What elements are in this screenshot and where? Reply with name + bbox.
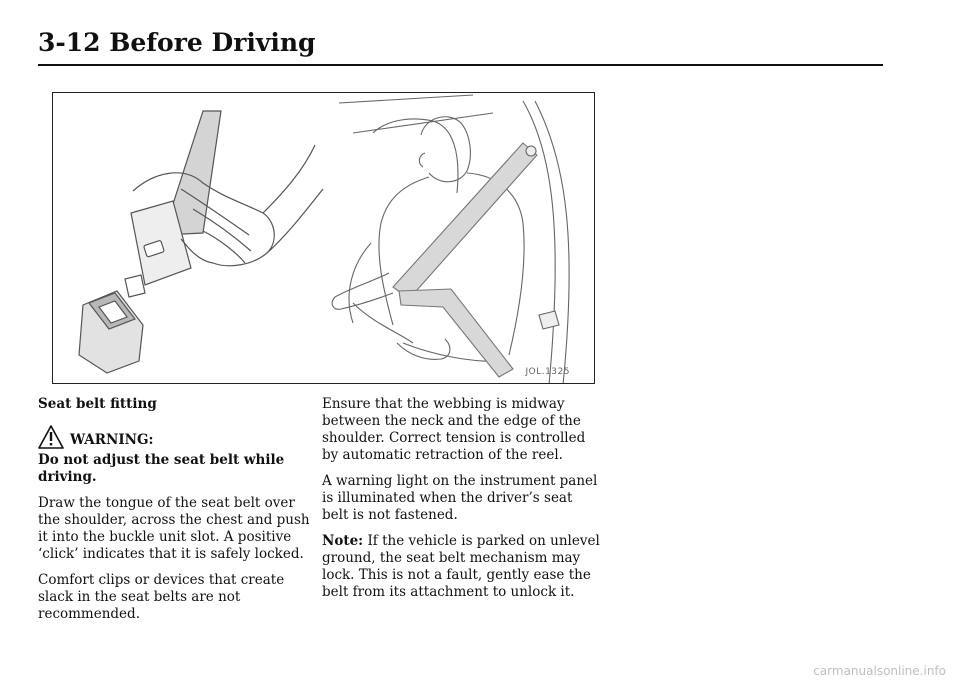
comfort-clips-paragraph: Comfort clips or devices that create slack in the seat belts are not recommended.	[38, 572, 285, 622]
seat-belt-illustration	[52, 92, 595, 384]
warning-light-paragraph: A warning light on the instrument panel is illuminated when the driver’s seat belt is not fastened.	[322, 473, 598, 523]
warning-text: Do not adjust the seat belt while driving.	[38, 452, 285, 485]
note-paragraph	[322, 533, 600, 601]
warning-triangle-icon	[38, 425, 64, 449]
figure-code: JOL.1325	[525, 367, 570, 377]
note-label: Note:	[322, 533, 364, 549]
footer-watermark[interactable]: carmanualsonline.info	[813, 664, 946, 678]
instruction-paragraph: Draw the tongue of the seat belt over the shoulder, across the chest and push it into the buckle unit slot. A positive ‘click’ indicates that it is safely locked.	[38, 495, 310, 562]
header-rule	[38, 64, 883, 66]
warning-label: WARNING:	[70, 432, 154, 448]
right-column	[322, 396, 600, 610]
left-column	[38, 396, 310, 632]
seat-belt-drawing	[53, 93, 595, 384]
page-header: 3-12 Before Driving	[38, 28, 316, 57]
note-text: If the vehicle is parked on unlevel ground, the seat belt mechanism may lock. This is not a fault, gently ease the belt from its attachment to unlock it.	[322, 533, 600, 600]
webbing-paragraph: Ensure that the webbing is midway between the neck and the edge of the shoulder. Correct tension is controlled by automatic retraction of the reel.	[322, 396, 586, 463]
warning-heading	[38, 425, 310, 449]
figure-caption: Seat belt fitting	[38, 396, 157, 412]
